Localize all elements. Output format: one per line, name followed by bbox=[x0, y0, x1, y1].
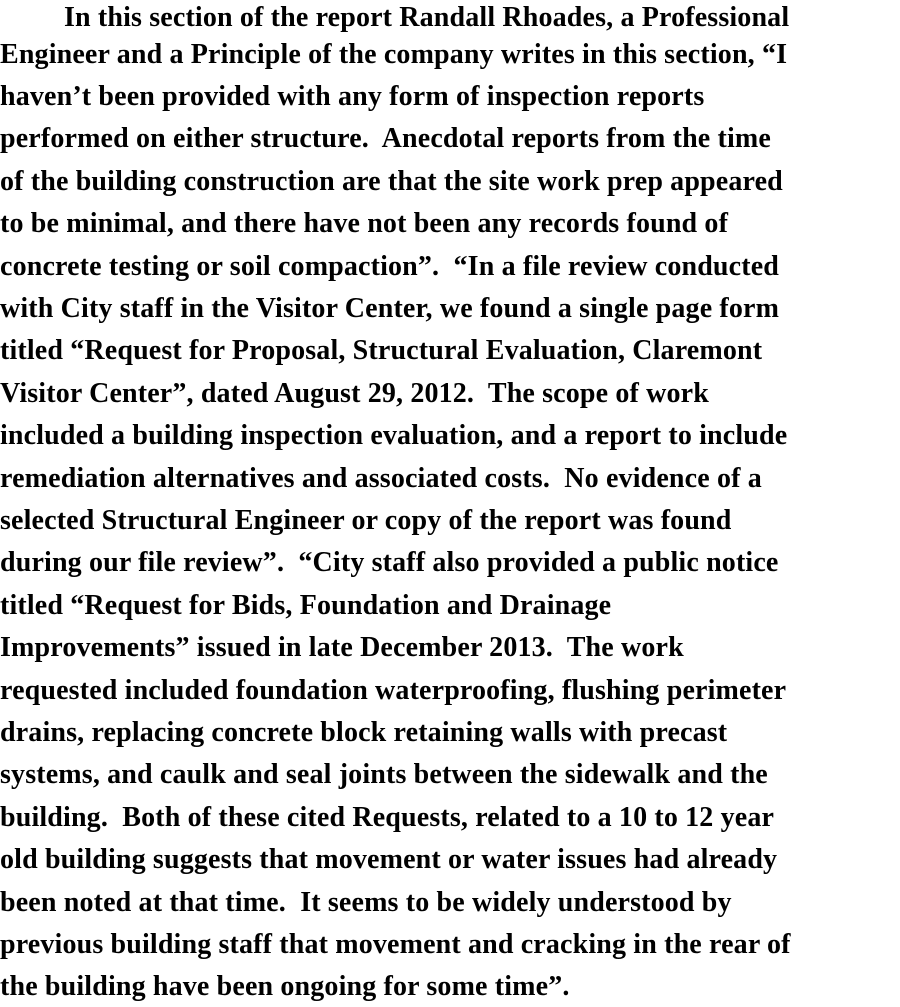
paragraph-line: remediation alternatives and associated costs. No evidence of a bbox=[0, 463, 762, 494]
paragraph-line: In this section of the report Randall Rhoades, a Professional bbox=[64, 2, 790, 33]
paragraph-line: Engineer and a Principle of the company writes in this section, “I bbox=[0, 39, 788, 70]
paragraph-line: the building have been ongoing for some time”. bbox=[0, 971, 570, 1002]
paragraph-line: selected Structural Engineer or copy of the report was found bbox=[0, 505, 732, 536]
paragraph-line: Visitor Center”, dated August 29, 2012. The scope of work bbox=[0, 378, 709, 409]
paragraph-line: performed on either structure. Anecdotal reports from the time bbox=[0, 123, 771, 154]
paragraph-line: been noted at that time. It seems to be widely understood by bbox=[0, 887, 732, 918]
paragraph-line: building. Both of these cited Requests, related to a 10 to 12 year bbox=[0, 802, 775, 833]
paragraph-line: drains, replacing concrete block retaining walls with precast bbox=[0, 717, 728, 748]
paragraph-line: systems, and caulk and seal joints between the sidewalk and the bbox=[0, 759, 768, 790]
paragraph-line: haven’t been provided with any form of inspection reports bbox=[0, 81, 705, 112]
paragraph-line: Improvements” issued in late December 2013. The work bbox=[0, 632, 684, 663]
paragraph-line: titled “Request for Bids, Foundation and Drainage bbox=[0, 590, 612, 621]
paragraph-line: to be minimal, and there have not been any records found of bbox=[0, 208, 729, 239]
paragraph-line: during our file review”. “City staff also provided a public notice bbox=[0, 547, 779, 578]
paragraph-line: requested included foundation waterproofing, flushing perimeter bbox=[0, 675, 787, 706]
paragraph-line: concrete testing or soil compaction”. “In a file review conducted bbox=[0, 251, 780, 282]
paragraph-line: of the building construction are that the site work prep appeared bbox=[0, 166, 783, 197]
paragraph-line: titled “Request for Proposal, Structural Evaluation, Claremont bbox=[0, 335, 763, 366]
paragraph-line: included a building inspection evaluation, and a report to include bbox=[0, 420, 788, 451]
paragraph-line: with City staff in the Visitor Center, we found a single page form bbox=[0, 293, 780, 324]
paragraph-line: previous building staff that movement and cracking in the rear of bbox=[0, 929, 791, 960]
paragraph-line: old building suggests that movement or water issues had already bbox=[0, 844, 778, 875]
